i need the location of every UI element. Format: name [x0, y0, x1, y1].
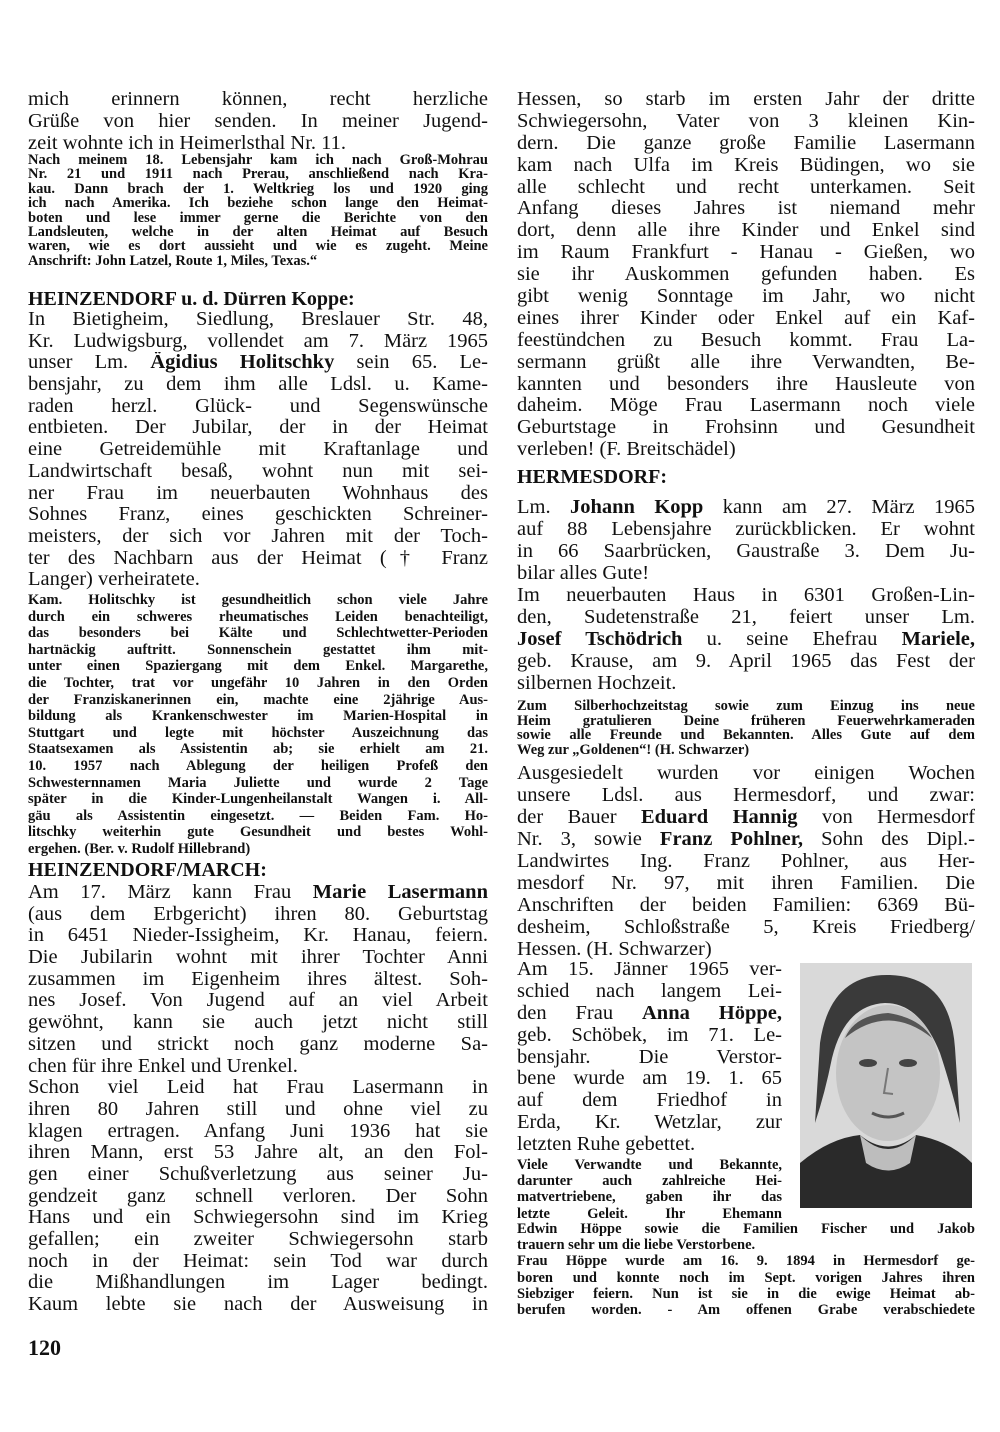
text-line: Nr. 3, sowie Franz Pohlner, Sohn des Dipl.- [517, 828, 975, 850]
text-line: Schwiegersohn, Vater von 3 kleinen Kin- [517, 110, 975, 132]
text-line: ihren 80 Jahren still und ohne viel zu [28, 1098, 488, 1120]
text-line: letzten Ruhe gebettet. [517, 1134, 696, 1156]
text-line: eines ihrer Kinder oder Enkel auf ein Kaf- [517, 307, 975, 329]
section-heading-heinzendorf-march: HEINZENDORF/MARCH: [28, 859, 267, 881]
bold-name: Eduard Hannig [640, 806, 798, 828]
text-line: die Tochter, trat vor ungefähr 10 Jahren in den Orden [28, 674, 488, 691]
text-line: Landsleuten, welche in der alten Heimat auf Besuch [28, 224, 488, 240]
hoeppe-small-narrow [517, 1157, 782, 1222]
text-line: unsere Ldsl. aus Hermesdorf, und zwar: [517, 784, 975, 806]
text-line: trauern sehr um die liebe Verstorbene. [517, 1237, 756, 1254]
text-line: Edwin Höppe sowie die Familien Fischer und Jakob [517, 1221, 975, 1237]
text-line: Weg zur „Goldenen“! (H. Schwarzer) [517, 742, 750, 757]
text-line: Im neuerbauten Haus in 6301 Großen-Lin- [517, 584, 975, 606]
hoeppe-small-wide [517, 1221, 975, 1318]
text-line: im Raum Frankfurt - Hanau - Gießen, wo [517, 242, 975, 264]
text-line: matvertriebene, gaben ihr das [517, 1189, 782, 1206]
text-line: (aus dem Erbgericht) ihren 80. Geburtstag [28, 903, 488, 925]
text-line: den, Sudetenstraße 21, feiert unser Lm. [517, 606, 975, 628]
resettled-article [517, 762, 975, 960]
text-line: 10. 1957 nach Ablegung der heiligen Profeß den [28, 757, 488, 774]
text-line: sermann grüßt alle ihre Verwandten, Be- [517, 351, 975, 373]
text-line: gewöhnt, kann sie auch jetzt nicht still [28, 1012, 488, 1034]
bold-name: Josef Tschödrich [517, 628, 683, 650]
lasermann-article [28, 882, 488, 1316]
text-line: Schon viel Leid hat Frau Lasermann in [28, 1077, 488, 1099]
bold-name: Mariele, [901, 628, 975, 650]
text-line: boren und konnte noch im Sept. vorigen Jahres ihren [517, 1269, 975, 1286]
text-line: mich erinnern können, recht herzliche [28, 88, 488, 110]
text-line: in 6451 Nieder-Issigheim, Kr. Hanau, feiern. [28, 925, 488, 947]
text-line: kannten und besonders ihre Hausleute von [517, 373, 975, 395]
text-line: gefallen; ein zweiter Schwiegersohn starb [28, 1229, 488, 1250]
text-line: entbieten. Der Jubilar, der in der Heimat [28, 417, 488, 439]
text-line: noch in der Heimat: sein Tod war durch [28, 1250, 488, 1272]
text-line: Viele Verwandte und Bekannte, [517, 1157, 782, 1173]
text-line: Lm. Johann Kopp kann am 27. März 1965 [517, 496, 975, 518]
text-line: Anfang dieses Jahres ist niemand mehr [517, 198, 975, 220]
text-line: Siebziger feiern. Nun ist sie in die ewige Heimat ab- [517, 1285, 975, 1302]
portrait-photo-anna-hoeppe [800, 963, 972, 1208]
text-line: Die Jubilarin wohnt mit ihrer Tochter Anni [28, 947, 488, 969]
text-line: Anschriften der beiden Familien: 6369 Bü- [517, 894, 975, 916]
text-line: nes Josef. Von Jugend auf an viel Arbeit [28, 990, 488, 1012]
text-line: unser Lm. Ägidius Holitschky sein 65. Le- [28, 352, 488, 374]
text-line: dern. Die ganze große Familie Lasermann [517, 132, 975, 154]
text-line: ergehen. (Ber. v. Rudolf Hillebrand) [28, 840, 251, 857]
page-number: 120 [28, 1335, 61, 1360]
section-heading-heinzendorf: HEINZENDORF u. d. Dürren Koppe: [28, 288, 355, 310]
text-line: Kr. Ludwigsburg, vollendet am 7. März 1965 [28, 330, 488, 352]
text-line: klagen ertragen. Anfang Juni 1936 hat sie [28, 1120, 488, 1142]
text-line: Frau Höppe wurde am 16. 9. 1894 in Hermesdorf ge- [517, 1253, 975, 1270]
bold-name: Ägidius Holitschky [150, 352, 335, 374]
text-line: ter des Nachbarn aus der Heimat († Franz [28, 547, 488, 569]
text-line: Heim gratulieren Deine früheren Feuerwehrkameraden [517, 713, 975, 728]
text-line: Hans und ein Schwiegersohn sind im Krieg [28, 1207, 488, 1229]
text-line: den Frau Anna Höppe, [517, 1002, 782, 1024]
hoeppe-obituary [517, 959, 782, 1156]
text-line: letzte Geleit. Ihr Ehemann [517, 1205, 782, 1222]
text-line: mesdorf Nr. 97, mit ihren Familien. Die [517, 872, 975, 894]
text-line: gendzeit ganz schnell verloren. Der Sohn [28, 1185, 488, 1207]
text-line: unter einen Spaziergang mit dem Enkel. Margarethe, [28, 658, 488, 675]
text-line: bilar alles Gute! [517, 562, 650, 584]
text-line: daheim. Möge Frau Lasermann noch viele [517, 395, 975, 417]
text-line: Grüße von hier senden. In meiner Jugend- [28, 110, 488, 132]
text-line: dort, denn alle ihre Kinder und Enkel sind [517, 220, 975, 242]
text-line: das besonders bei Kälte und Schlechtwetter-Perioden [28, 625, 488, 642]
text-line: Landwirtes Ing. Franz Pohlner, aus Her- [517, 850, 975, 872]
bold-name: Franz Pohlner, [659, 828, 804, 850]
text-line: Staatsexamen als Assistentin ab; sie erhielt am 21. [28, 741, 488, 758]
bold-name: Anna Höppe, [642, 1002, 782, 1024]
holitschky-small-text [28, 592, 488, 858]
text-line: gäu als Assistentin eingesetzt. — Beiden Fam. Ho- [28, 807, 488, 824]
text-line: bensjahr. Die Verstor- [517, 1046, 782, 1068]
text-line: auf 88 Lebensjahre zurückblicken. Er wohnt [517, 518, 975, 540]
text-line: Anschrift: John Latzel, Route 1, Miles, Texas.“ [28, 253, 318, 269]
text-line: bene wurde am 19. 1. 65 [517, 1068, 782, 1090]
text-line: ihren Mann, erst 53 Jahre alt, an den Fol- [28, 1142, 488, 1164]
text-line: Langer) verheiratete. [28, 569, 200, 591]
lasermann-article-continued [517, 89, 975, 461]
holitschky-article [28, 309, 488, 591]
text-line: Hessen, so starb im ersten Jahr der dritte [517, 89, 975, 110]
text-line: raden herzl. Glück- und Segenswünsche [28, 395, 488, 417]
text-line: Hessen. (H. Schwarzer) [517, 938, 712, 960]
text-line: silbernen Hochzeit. [517, 672, 677, 694]
text-line: chen für ihre Enkel und Urenkel. [28, 1055, 298, 1077]
text-line: sowie alle Freunde und Bekannten. Alles Gute auf dem [517, 728, 975, 743]
bold-name: Marie Lasermann [312, 882, 488, 903]
text-line: zeit wohnte ich in Heimerlsthal Nr. 11. [28, 132, 347, 154]
text-line: bensjahr, zu dem ihm alle Ldsl. u. Kame- [28, 374, 488, 396]
text-line: gibt wenig Sonntage im Jahr, wo nicht [517, 286, 975, 308]
section-heading-hermesdorf: HERMESDORF: [517, 466, 667, 488]
text-line: desheim, Schloßstraße 5, Kreis Friedberg/ [517, 916, 975, 938]
text-line: boten und lese immer gerne die Berichte von den [28, 210, 488, 225]
letter-excerpt [28, 153, 488, 268]
text-line: zusammen im Eigenheim ihres ältest. Soh- [28, 968, 488, 990]
text-line: geb. Krause, am 9. April 1965 das Fest der [517, 650, 975, 672]
text-line: Geburtstage in Frohsinn und Gesundheit [517, 417, 975, 439]
text-line: Nr. 21 und 1911 nach Prerau, anschließend nach Kra- [28, 167, 488, 182]
intro-text [28, 88, 488, 154]
text-line: der Bauer Eduard Hannig von Hermesdorf [517, 806, 975, 828]
text-line: bildung als Krankenschwester im Marien-Hospital in [28, 708, 488, 725]
text-line: durch ein schweres rheumatisches Leiden benachteiligt, [28, 608, 488, 625]
text-line: Schwesternnamen Maria Juliette und wurde 2 Tage [28, 774, 488, 791]
text-line: Josef Tschödrich u. seine Ehefrau Mariele, [517, 628, 975, 650]
text-line: Nach meinem 18. Lebensjahr kam ich nach Groß-Mohrau [28, 153, 488, 168]
bold-name: Johann Kopp [569, 496, 704, 518]
text-line: Zum Silberhochzeitstag sowie zum Einzug ins neue [517, 699, 975, 714]
text-line: kau. Dann brach der 1. Weltkrieg los und 1920 ging [28, 181, 488, 197]
text-line: In Bietigheim, Siedlung, Breslauer Str. 48, [28, 309, 488, 330]
text-line: geb. Schöbek, im 71. Le- [517, 1024, 782, 1046]
text-line: Ausgesiedelt wurden vor einigen Wochen [517, 762, 975, 784]
portrait-image [800, 963, 972, 1208]
kopp-tschoedrich-article [517, 496, 975, 694]
text-line: feestündchen zu Besuch kommt. Frau La- [517, 329, 975, 351]
text-line: kam nach Ulfa im Kreis Büdingen, wo sie [517, 154, 975, 176]
text-line: eine Getreidemühle mit Kraftanlage und [28, 439, 488, 461]
text-line: ich nach Amerika. Ich beziehe schon lange den Heimat- [28, 196, 488, 211]
text-line: auf dem Friedhof in [517, 1090, 782, 1112]
text-line: in 66 Saarbrücken, Gaustraße 3. Dem Ju- [517, 540, 975, 562]
text-line: gen einer Schußverletzung aus seiner Ju- [28, 1163, 488, 1185]
text-line: später in die Kinder-Lungenheilanstalt Wangen i. All- [28, 791, 488, 808]
text-line: Am 15. Jänner 1965 ver- [517, 959, 782, 980]
text-line: sitzen und strickt noch ganz moderne Sa- [28, 1033, 488, 1055]
text-line: verleben! (F. Breitschädel) [517, 439, 736, 461]
text-line: alle schlecht und recht unterkamen. Seit [517, 176, 975, 198]
text-line: sie ihr Auskommen gefunden haben. Es [517, 264, 975, 286]
text-line: darunter auch zahlreiche Hei- [517, 1173, 782, 1190]
text-line: der Franziskanerinnen ein, machte eine 2jährige Aus- [28, 691, 488, 708]
text-line: schied nach langem Lei- [517, 980, 782, 1002]
text-line: die Mißhandlungen im Lager bedingt. [28, 1272, 488, 1294]
text-line: Kaum lebte sie nach der Ausweisung in [28, 1294, 488, 1316]
text-line: Erda, Kr. Wetzlar, zur [517, 1112, 782, 1134]
text-line: Kam. Holitschky ist gesundheitlich schon viele Jahre [28, 592, 488, 608]
wedding-congrats-small [517, 699, 975, 757]
text-line: berufen worden. - Am offenen Grabe verabschiedete [517, 1301, 975, 1318]
text-line: Am 17. März kann Frau Marie Lasermann [28, 882, 488, 903]
text-line: meisters, der sich vor Jahren mit der Toch- [28, 525, 488, 547]
text-line: hartnäckig auftritt. Sonnenschein gestattet ihm mit- [28, 641, 488, 658]
text-line: Stuttgart und legte mit höchster Auszeichnung das [28, 724, 488, 741]
text-line: Landwirtschaft besaß, wohnt nun mit sei- [28, 460, 488, 482]
text-line: ner Frau im neuerbauten Wohnhaus des [28, 482, 488, 504]
text-line: Sohnes Franz, eines geschickten Schreiner- [28, 504, 488, 526]
text-line: litschky weiterhin gute Gesundheit und bestes Wohl- [28, 824, 488, 841]
text-line: waren, wie es dort aussieht und wie es zugeht. Meine [28, 239, 488, 254]
